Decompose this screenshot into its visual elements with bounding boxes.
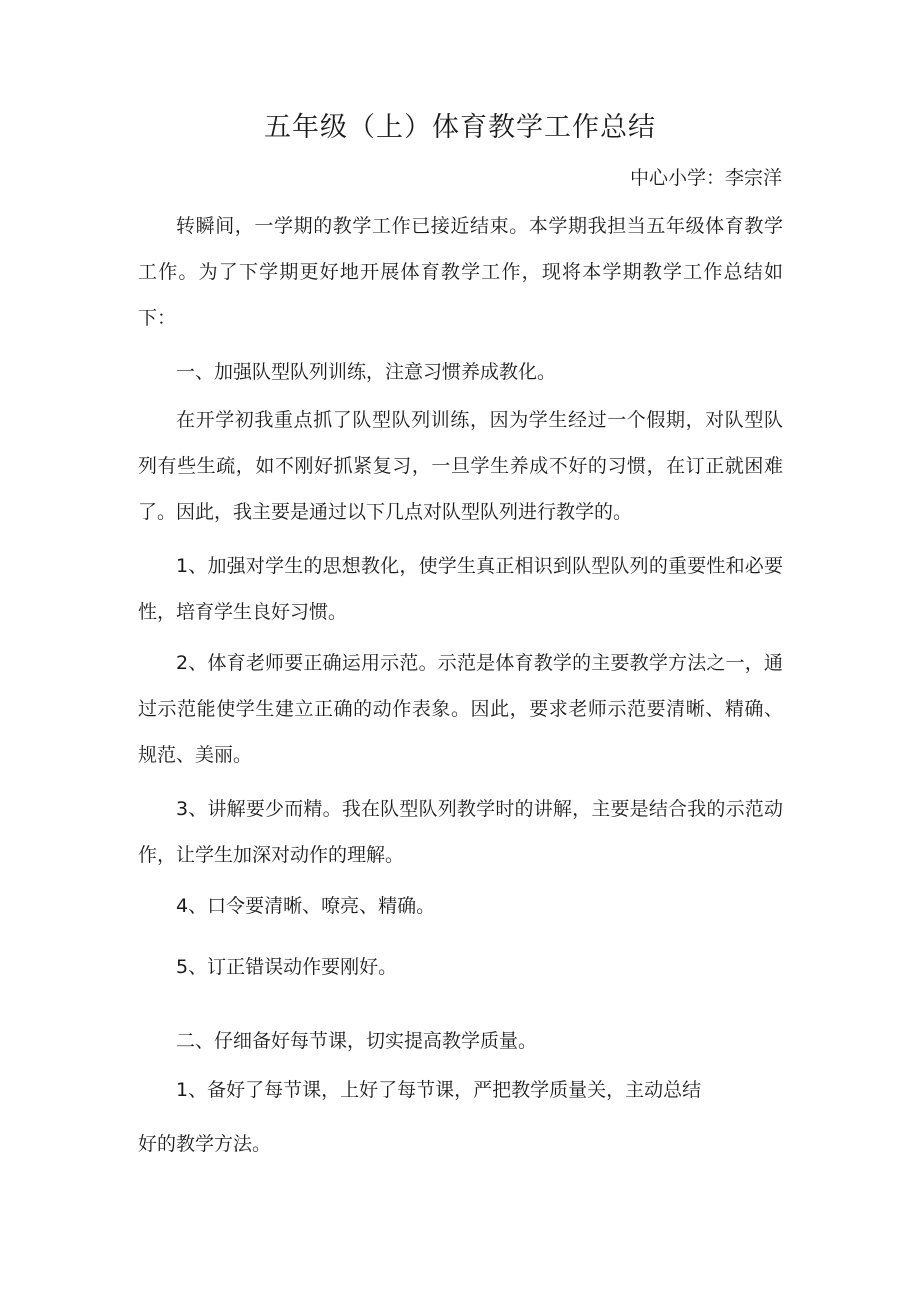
author-line: 中心小学：李宗洋 bbox=[629, 167, 782, 189]
section1-body: 在开学初我重点抓了队型队列训练，因为学生经过一个假期，对队型队列有些生疏，如不刚好抓紧复习，一旦学生养成不好的习惯，在订正就困难了。因此，我主要是通过以下几点对队型队列进行教学的。 bbox=[138, 409, 783, 523]
intro-paragraph: 转瞬间，一学期的教学工作已接近结束。本学期我担当五年级体育教学工作。为了下学期更好地开展体育教学工作，现将本学期教学工作总结如下： bbox=[138, 215, 783, 329]
document-title: 五年级（上）体育教学工作总结 bbox=[264, 112, 656, 143]
section1-item-2: 2、体育老师要正确运用示范。示范是体育教学的主要教学方法之一，通过示范能使学生建立正确的动作表象。因此，要求老师示范要清晰、精确、规范、美丽。 bbox=[138, 652, 783, 766]
section2-heading: 二、仔细备好每节课，切实提高教学质量。 bbox=[176, 1030, 538, 1052]
section1-item-4: 4、口令要清晰、嘹亮、精确。 bbox=[176, 895, 436, 917]
section2-item-1-line-1: 1、备好了每节课，上好了每节课，严把教学质量关，主动总结 bbox=[176, 1079, 702, 1101]
section1-item-3: 3、讲解要少而精。我在队型队列教学时的讲解，主要是结合我的示范动作，让学生加深对动作的理解。 bbox=[138, 798, 783, 866]
section2-item-1-line-2: 好的教学方法。 bbox=[138, 1133, 272, 1155]
section1-item-5: 5、订正错误动作要刚好。 bbox=[176, 956, 398, 978]
section1-item-1: 1、加强对学生的思想教化，使学生真正相识到队型队列的重要性和必要性，培育学生良好习惯。 bbox=[138, 555, 783, 623]
section1-heading: 一、加强队型队列训练，注意习惯养成教化。 bbox=[176, 361, 557, 383]
